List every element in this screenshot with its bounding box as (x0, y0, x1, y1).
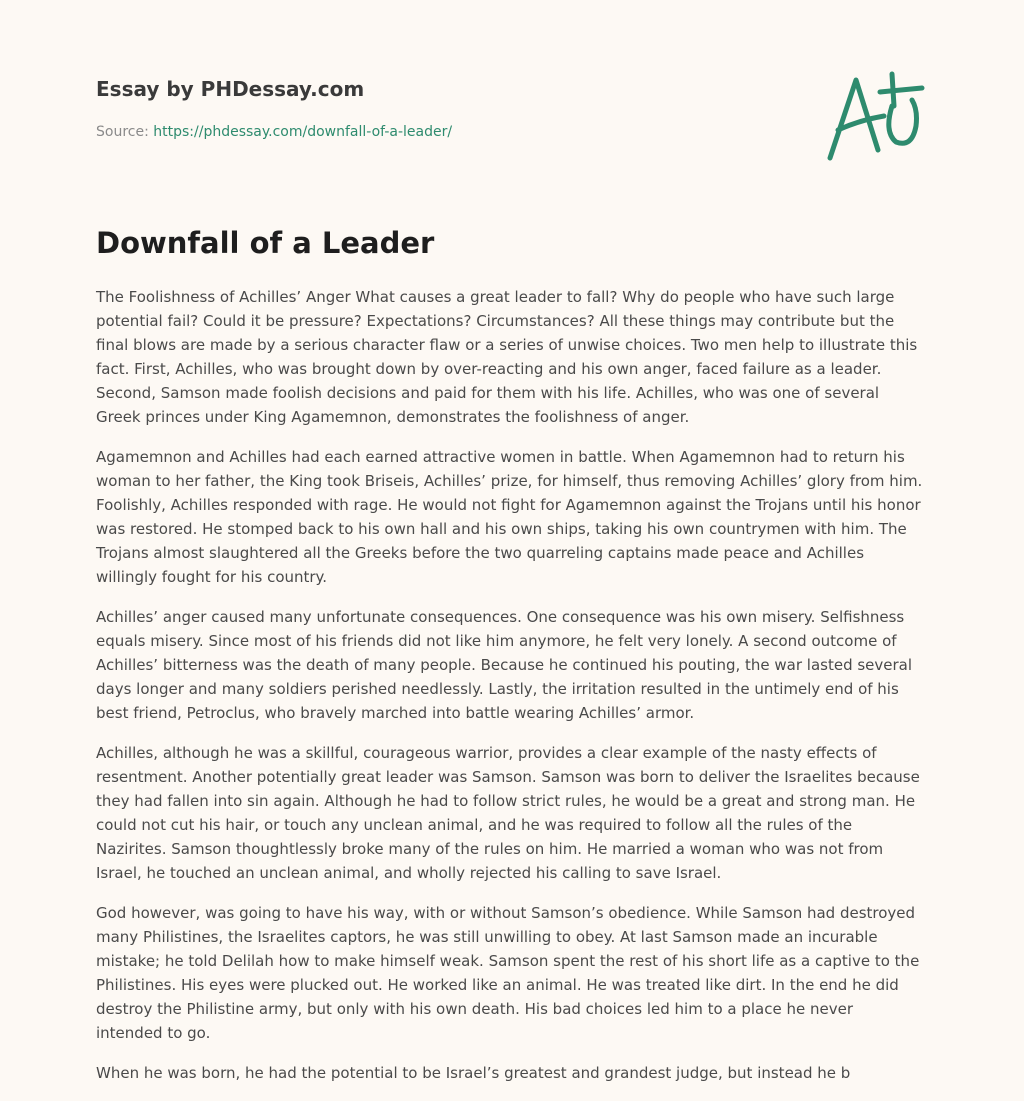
essay-paragraph: When he was born, he had the potential to be Israel’s greatest and grandest judge, but instead he b (96, 1064, 851, 1082)
a-plus-grade-icon (826, 70, 926, 162)
essay-paragraph: God however, was going to have his way, with or without Samson’s obedience. While Samson had destroyed many Philistines, the Israelites captors, he was still unwilling to obey. At last Samson made an incurable mistake; he told Delilah how to make himself weak. Samson spent the rest of his short life as a captive to the Philistines. His eyes were plucked out. He worked like an animal. He was treated like dirt. In the end he did destroy the Philistine army, but only with his own death. His bad choices led him to a place he never intended to go. (96, 904, 920, 1042)
essay-paragraph: Agamemnon and Achilles had each earned attractive women in battle. When Agamemnon had to return his woman to her father, the King took Briseis, Achilles’ prize, for himself, thus removing Achilles’ glory from him. Foolishly, Achilles responded with rage. He would not fight for Agamemnon against the Trojans until his honor was restored. He stomped back to his own hall and his own ships, taking his own countrymen with him. The Trojans almost slaughtered all the Greeks before the two quarreling captains made peace and Achilles willingly fought for his country. (96, 448, 923, 586)
source-label: Source: (96, 124, 149, 140)
essay-body (96, 285, 924, 1101)
essay-paragraph: Achilles, although he was a skillful, courageous warrior, provides a clear example of the nasty effects of resentment. Another potentially great leader was Samson. Samson was born to deliver the Israelites because they had fallen into sin again. Although he had to follow strict rules, he would be a great and strong man. He could not cut his hair, or touch any unclean animal, and he was required to follow all the rules of the Nazirites. Samson thoughtlessly broke many of the rules on him. He married a woman who was not from Israel, he touched an unclean animal, and wholly rejected his calling to save Israel. (96, 744, 920, 882)
site-title: Essay by PHDessay.com (96, 77, 365, 101)
essay-paragraph: The Foolishness of Achilles’ Anger What causes a great leader to fall? Why do people who have such large potential fail? Could it be pressure? Expectations? Circumstances? All these things may contribute but the final blows are made by a serious character flaw or a series of unwise choices. Two men help to illustrate this fact. First, Achilles, who was brought down by over-reacting and his own anger, faced failure as a leader. Second, Samson made foolish decisions and paid for them with his life. Achilles, who was one of several Greek princes under King Agamemnon, demonstrates the foolishness of anger. (96, 288, 918, 426)
source-line (96, 124, 452, 140)
essay-paragraph: Achilles’ anger caused many unfortunate consequences. One consequence was his own misery. Selfishness equals misery. Since most of his friends did not like him anymore, he felt very lonely. A second outcome of Achilles’ bitterness was the death of many people. Because he continued his pouting, the war lasted several days longer and many soldiers perished needlessly. Lastly, the irritation resulted in the untimely end of his best friend, Petroclus, who bravely marched into battle wearing Achilles’ armor. (96, 608, 913, 722)
source-link[interactable]: https://phdessay.com/downfall-of-a-leader/ (153, 124, 453, 140)
essay-title: Downfall of a Leader (96, 226, 435, 260)
